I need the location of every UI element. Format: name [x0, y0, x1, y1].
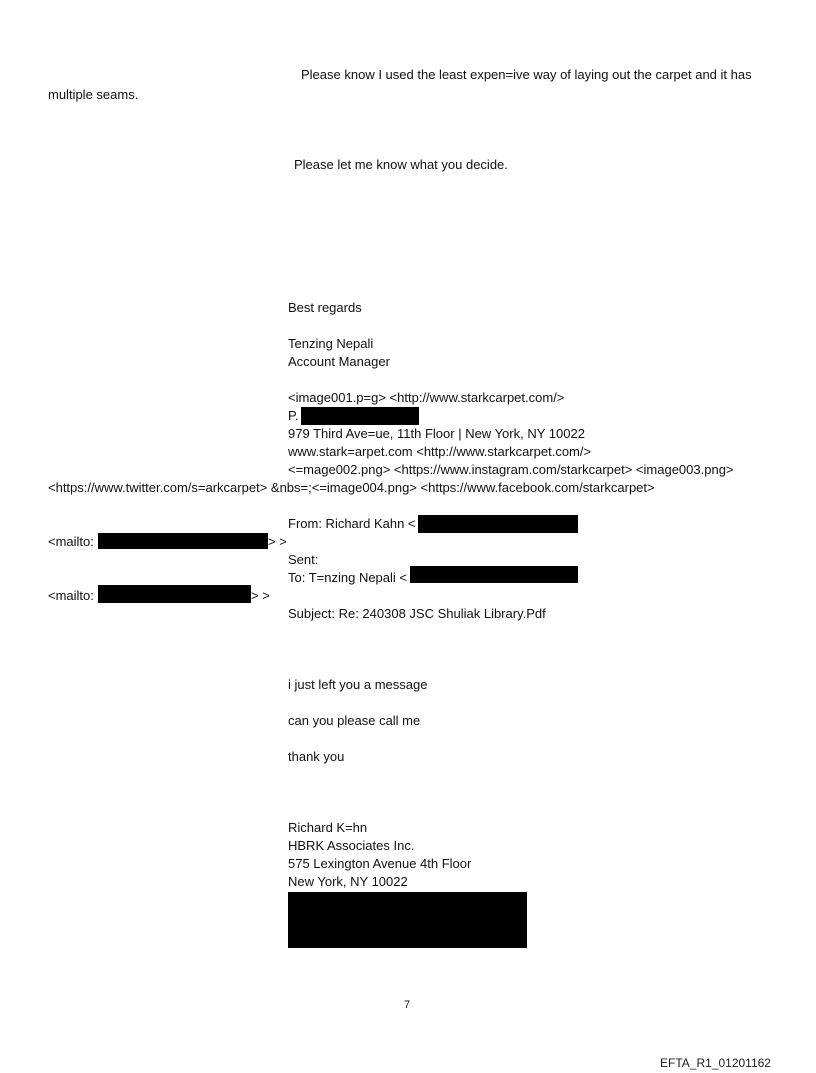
closing-line: Best regards	[288, 300, 362, 315]
redaction-mailto-2	[98, 585, 251, 603]
signature-website: www.stark=arpet.com <http://www.starkcarpet.com/>	[288, 444, 592, 459]
intro-decide-line: Please let me know what you decide.	[294, 157, 508, 172]
header-mailto-2: <mailto:	[48, 588, 94, 603]
redaction-sender-contact	[288, 892, 527, 948]
header-mailto-1: <mailto:	[48, 534, 94, 549]
intro-line-1: Please know I used the least expen=ive way of laying out the carpet and it has	[301, 67, 752, 82]
signature-address: 979 Third Ave=ue, 11th Floor | New York, NY 10022	[288, 426, 585, 441]
document-id: EFTA_R1_01201162	[660, 1056, 771, 1070]
intro-line-2: multiple seams.	[48, 87, 139, 102]
header-sent: Sent:	[288, 552, 319, 567]
header-to: To: T=nzing Nepali <	[288, 570, 407, 585]
signature-role: Account Manager	[288, 354, 390, 369]
body-line-3: thank you	[288, 749, 345, 764]
redaction-to-email	[410, 566, 578, 583]
header-from: From: Richard Kahn <	[288, 516, 416, 531]
header-subject: Subject: Re: 240308 JSC Shuliak Library.Pdf	[288, 606, 546, 621]
signature-social-line-2: <https://www.twitter.com/s=arkcarpet> &nbs=;<=image004.png> <https://www.facebook.com/starkcarpet>	[48, 480, 655, 495]
sender-address-2: New York, NY 10022	[288, 874, 408, 889]
redaction-mailto-1	[98, 533, 268, 549]
sender-address-1: 575 Lexington Avenue 4th Floor	[288, 856, 472, 871]
body-line-2: can you please call me	[288, 713, 421, 728]
signature-name: Tenzing Nepali	[288, 336, 374, 351]
body-line-1: i just left you a message	[288, 677, 428, 692]
redaction-from-email	[418, 515, 578, 533]
sender-company: HBRK Associates Inc.	[288, 838, 415, 853]
sender-name: Richard K=hn	[288, 820, 368, 835]
redaction-phone	[301, 407, 419, 425]
signature-social-line-1: <=mage002.png> <https://www.instagram.com/starkcarpet> <image003.png>	[288, 462, 734, 477]
header-mailto-1-end: > >	[268, 534, 287, 549]
signature-image-line: <image001.p=g> <http://www.starkcarpet.com/>	[288, 390, 565, 405]
page-number: 7	[404, 999, 411, 1011]
header-mailto-2-end: > >	[251, 588, 270, 603]
signature-phone-prefix: P.	[288, 408, 299, 423]
